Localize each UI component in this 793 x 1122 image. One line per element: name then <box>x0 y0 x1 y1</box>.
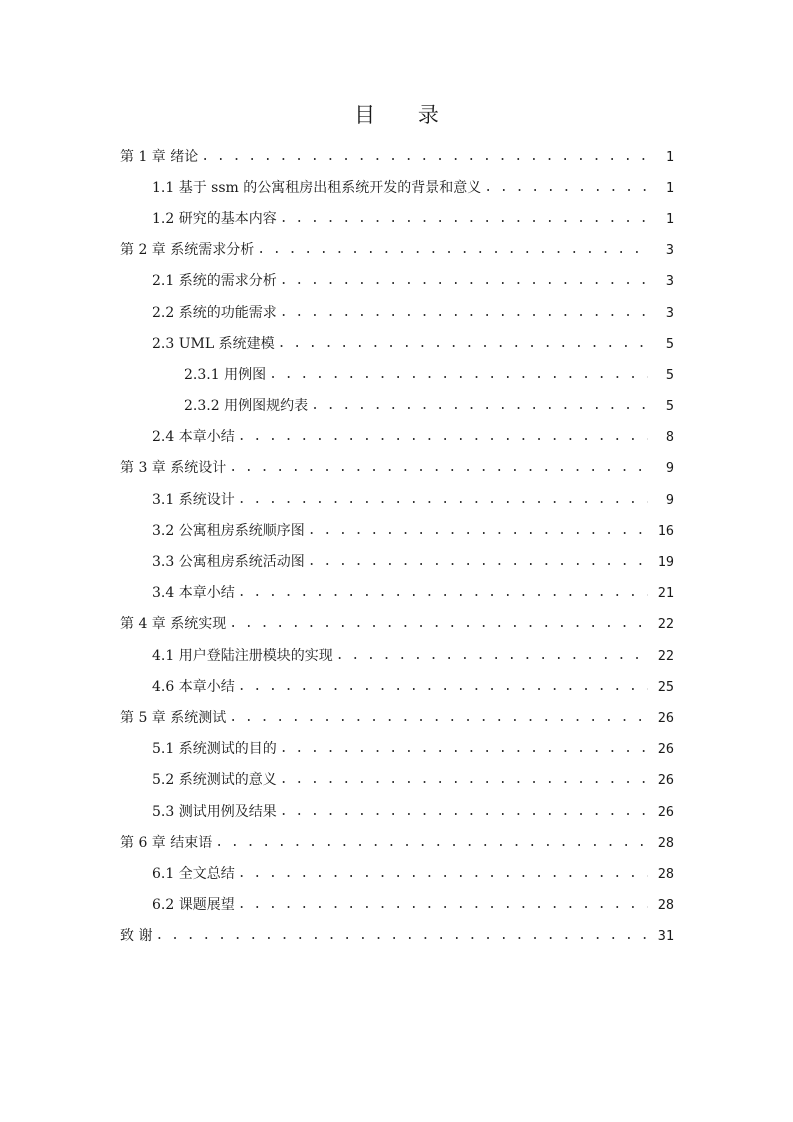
toc-entry-page-number: 1 <box>665 210 674 227</box>
toc-entry-label: 第 1 章 绪论 <box>120 148 199 165</box>
toc-dot-leader <box>308 521 648 541</box>
toc-entry[interactable] <box>0 546 793 577</box>
toc-dot-leader <box>229 708 648 728</box>
toc-dot-leader <box>336 646 648 666</box>
toc-entry-label: 致 谢 <box>120 928 153 945</box>
toc-dot-leader <box>280 739 648 759</box>
toc-entry-page-number: 19 <box>657 554 674 571</box>
toc-entry[interactable] <box>0 297 793 328</box>
toc-entry-label: 6.2 课题展望 <box>152 897 235 914</box>
toc-entry[interactable] <box>0 702 793 733</box>
toc-entry-label: 2.2 系统的功能需求 <box>152 304 277 321</box>
toc-entry[interactable] <box>0 921 793 952</box>
toc-dot-leader <box>280 303 648 323</box>
toc-dot-leader <box>201 147 648 167</box>
toc-entry-page-number: 21 <box>657 585 674 602</box>
toc-entry-page-number: 26 <box>657 741 674 758</box>
toc-entry-page-number: 26 <box>657 709 674 726</box>
toc-entry[interactable] <box>0 266 793 297</box>
toc-entry-page-number: 3 <box>665 304 674 321</box>
toc-entry-label: 3.1 系统设计 <box>152 491 235 508</box>
toc-entry-page-number: 5 <box>665 335 674 352</box>
toc-entry[interactable] <box>0 640 793 671</box>
toc-entry[interactable] <box>0 578 793 609</box>
toc-entry-label: 2.3.2 用例图规约表 <box>184 398 309 415</box>
toc-dot-leader <box>311 396 648 416</box>
toc-entry-page-number: 26 <box>657 772 674 789</box>
toc-dot-leader <box>484 178 648 198</box>
toc-entry[interactable] <box>0 328 793 359</box>
toc-entry[interactable] <box>0 796 793 827</box>
toc-entry[interactable] <box>0 391 793 422</box>
toc-dot-leader <box>280 802 648 822</box>
toc-entry-label: 第 2 章 系统需求分析 <box>120 242 255 259</box>
toc-dot-leader <box>280 209 648 229</box>
toc-dot-leader <box>215 833 648 853</box>
toc-entry-page-number: 9 <box>665 491 674 508</box>
toc-entry[interactable] <box>0 827 793 858</box>
toc-entry[interactable] <box>0 141 793 172</box>
toc-entry[interactable] <box>0 515 793 546</box>
toc-dot-leader <box>280 770 648 790</box>
toc-entry-page-number: 3 <box>665 242 674 259</box>
toc-dot-leader <box>229 458 648 478</box>
toc-entry-label: 第 4 章 系统实现 <box>120 616 227 633</box>
toc-entry-page-number: 8 <box>665 429 674 446</box>
toc-entry[interactable] <box>0 359 793 390</box>
toc-entry[interactable] <box>0 453 793 484</box>
toc-entry[interactable] <box>0 765 793 796</box>
toc-entry[interactable] <box>0 858 793 889</box>
toc-dot-leader <box>280 271 648 291</box>
table-of-contents <box>0 141 793 952</box>
toc-entry[interactable] <box>0 484 793 515</box>
toc-entry-page-number: 28 <box>657 865 674 882</box>
toc-entry[interactable] <box>0 671 793 702</box>
toc-dot-leader <box>238 677 648 697</box>
toc-entry-label: 2.3.1 用例图 <box>184 366 267 383</box>
toc-dot-leader <box>238 427 648 447</box>
toc-dot-leader <box>278 334 648 354</box>
toc-entry-page-number: 22 <box>657 616 674 633</box>
page-title: 目 录 <box>354 103 457 127</box>
toc-entry-label: 3.2 公寓租房系统顺序图 <box>152 522 305 539</box>
toc-entry-page-number: 22 <box>657 647 674 664</box>
toc-entry-page-number: 28 <box>657 897 674 914</box>
toc-dot-leader <box>155 926 648 946</box>
toc-entry-label: 3.4 本章小结 <box>152 585 235 602</box>
toc-entry-label: 6.1 全文总结 <box>152 865 235 882</box>
toc-entry-label: 1.2 研究的基本内容 <box>152 210 277 227</box>
toc-entry-page-number: 3 <box>665 273 674 290</box>
toc-entry[interactable] <box>0 734 793 765</box>
toc-entry[interactable] <box>0 203 793 234</box>
toc-entry[interactable] <box>0 890 793 921</box>
toc-entry-label: 第 3 章 系统设计 <box>120 460 227 477</box>
toc-entry-label: 第 6 章 结束语 <box>120 834 213 851</box>
toc-dot-leader <box>229 614 648 634</box>
toc-entry[interactable] <box>0 609 793 640</box>
toc-entry-label: 2.3 UML 系统建模 <box>152 335 275 352</box>
toc-entry-label: 2.4 本章小结 <box>152 429 235 446</box>
toc-entry-page-number: 1 <box>665 148 674 165</box>
toc-entry-label: 4.6 本章小结 <box>152 678 235 695</box>
toc-dot-leader <box>238 895 648 915</box>
toc-dot-leader <box>308 552 648 572</box>
toc-entry-label: 2.1 系统的需求分析 <box>152 273 277 290</box>
toc-entry-page-number: 9 <box>665 460 674 477</box>
toc-dot-leader <box>238 583 648 603</box>
toc-dot-leader <box>257 240 648 260</box>
toc-dot-leader <box>238 490 648 510</box>
toc-entry[interactable] <box>0 172 793 203</box>
toc-entry-page-number: 25 <box>657 678 674 695</box>
toc-entry-page-number: 1 <box>665 179 674 196</box>
toc-entry-label: 5.1 系统测试的目的 <box>152 741 277 758</box>
toc-entry-page-number: 28 <box>657 834 674 851</box>
toc-entry-label: 5.2 系统测试的意义 <box>152 772 277 789</box>
toc-entry-label: 1.1 基于 ssm 的公寓租房出租系统开发的背景和意义 <box>152 179 482 196</box>
toc-dot-leader <box>269 365 648 385</box>
toc-entry-label: 3.3 公寓租房系统活动图 <box>152 554 305 571</box>
toc-entry[interactable] <box>0 422 793 453</box>
toc-entry-page-number: 31 <box>657 928 674 945</box>
toc-dot-leader <box>238 864 648 884</box>
toc-entry-label: 4.1 用户登陆注册模块的实现 <box>152 647 333 664</box>
toc-entry-page-number: 5 <box>665 398 674 415</box>
toc-entry[interactable] <box>0 235 793 266</box>
toc-entry-label: 5.3 测试用例及结果 <box>152 803 277 820</box>
toc-entry-page-number: 16 <box>657 522 674 539</box>
toc-entry-page-number: 5 <box>665 366 674 383</box>
toc-entry-page-number: 26 <box>657 803 674 820</box>
toc-entry-label: 第 5 章 系统测试 <box>120 709 227 726</box>
